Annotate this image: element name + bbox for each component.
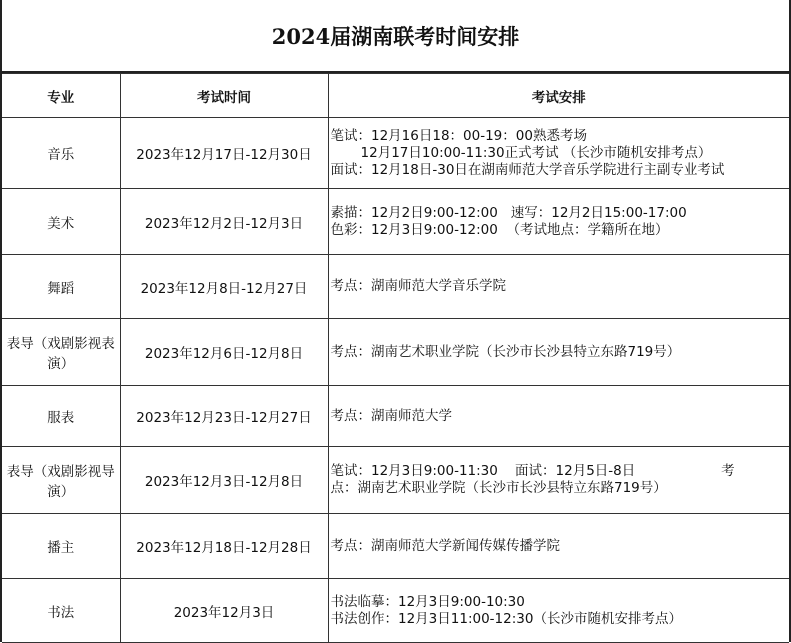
arrangement-cell [328,579,789,643]
exam-time-cell: 2023年12月8日-12月27日 [120,255,328,319]
table-row [2,118,789,189]
arrangement-line: 考点：湖南师范大学新闻传媒传播学院 [330,537,560,554]
arrangement-line: 考点：湖南师范大学 [330,407,452,424]
major-cell: 服表 [2,386,120,447]
table-row [2,189,789,255]
table-row [2,514,789,579]
arrangement-line: 书法创作：12月3日11:00-12:30（长沙市随机安排考点） [330,610,682,627]
arrangement-cell [328,386,789,447]
arrangement-cell [328,118,789,189]
exam-time-cell: 2023年12月6日-12月8日 [120,319,328,386]
arrangement-cell [328,319,789,386]
exam-time-cell: 2023年12月2日-12月3日 [120,189,328,255]
major-cell: 表导（戏剧影视导演） [2,447,120,514]
table-row [2,386,789,447]
arrangement-line: 考点：湖南师范大学音乐学院 [330,278,506,294]
major-cell: 表导（戏剧影视表演） [2,319,120,386]
table-header-row [2,74,789,118]
exam-time-cell: 2023年12月3日-12月8日 [120,447,328,514]
major-cell: 舞蹈 [2,255,120,319]
major-cell: 播主 [2,514,120,579]
arrangement-line: 考点：湖南艺术职业学院（长沙市长沙县特立东路719号） [330,343,681,360]
arrangement-line: 12月17日10:00-11:30正式考试 （长沙市随机安排考点） [330,144,712,161]
arrangement-line: 笔试：12月16日18：00-19：00熟悉考场 [330,127,587,144]
exam-time-cell: 2023年12月3日 [120,579,328,643]
major-cell: 美术 [2,189,120,255]
exam-time-cell: 2023年12月23日-12月27日 [120,386,328,447]
table-row [2,255,789,319]
arrangement-line: 点：湖南艺术职业学院（长沙市长沙县特立东路719号） [330,480,667,496]
exam-time-cell: 2023年12月17日-12月30日 [120,118,328,189]
arrangement-line: 面试：12月18日-30日在湖南师范大学音乐学院进行主副专业考试 [330,161,725,178]
major-cell: 书法 [2,579,120,643]
arrangement-line: 素描：12月2日9:00-12:00 速写：12月2日15:00-17:00 [330,204,687,221]
table-row [2,319,789,386]
major-cell: 音乐 [2,118,120,189]
arrangement-line: 笔试：12月3日9:00-11:30 面试：12月5日-8日 考 [330,463,735,479]
arrangement-cell [328,447,789,514]
schedule-table [2,73,789,643]
arrangement-line: 书法临摹：12月3日9:00-10:30 [330,593,525,610]
header-major: 专业 [2,74,120,118]
header-exam-arrangement: 考试安排 [328,74,789,118]
exam-time-cell: 2023年12月18日-12月28日 [120,514,328,579]
table-row [2,579,789,643]
arrangement-cell [328,255,789,319]
arrangement-cell [328,189,789,255]
header-exam-time: 考试时间 [120,74,328,118]
arrangement-cell [328,514,789,579]
table-row [2,447,789,514]
arrangement-line: 色彩：12月3日9:00-12:00 （考试地点：学籍所在地） [330,221,669,238]
page-title: 2024届湖南联考时间安排 [2,0,789,73]
